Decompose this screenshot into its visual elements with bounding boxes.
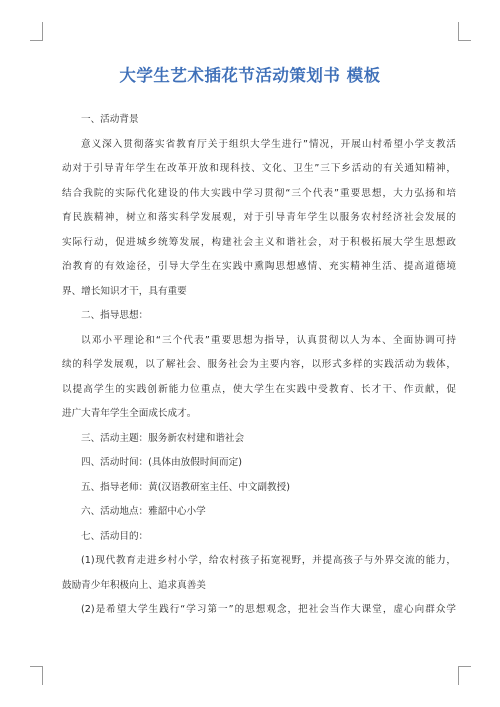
section-heading: 六、活动地点：雅韶中心小学 — [81, 506, 206, 517]
section-heading: 一、活动背景 — [81, 114, 139, 125]
paragraph-line: (1)现代教育走进乡村小学，给农村孩子拓宽视野，并提高孩子与外界交流的能力， — [81, 555, 456, 566]
paragraph-line: 进广大青年学生全面成长成才。 — [62, 408, 197, 419]
document-body — [62, 108, 456, 623]
section-heading: 三、活动主题：服务新农村建和谐社会 — [81, 432, 245, 444]
paragraph-line: 结合我院的实际代化建设的伟大实践中学习贯彻“三个代表”重要思想，大力弘扬和培 — [62, 187, 456, 199]
crop-mark-bottom-right — [458, 666, 471, 685]
paragraph-line: 育民族精神，树立和落实科学发展观，对于引导青年学生以服务农村经济社会发展的 — [62, 212, 456, 223]
paragraph-line: 治教育的有效途径，引导大学生在实践中熏陶思想感情、充实精神生活、提高道德境 — [62, 261, 456, 272]
crop-mark-bottom-left — [30, 666, 43, 685]
section-heading: 五、指导老师：黄(汉语教研室主任、中文副教授) — [81, 481, 290, 493]
paragraph-line: 鼓励青少年积极向上、追求真善美 — [62, 579, 206, 591]
section-heading: 二、指导思想： — [81, 310, 149, 321]
paragraph-line: 动对于引导青年学生在改革开放和现科技、文化、卫生”三下乡活动的有关通知精神， — [62, 163, 456, 174]
section-heading: 七、活动目的： — [81, 530, 149, 542]
document-title: 大学生艺术插花节活动策划书 模板 — [119, 66, 381, 85]
paragraph-line: 界、增长知识才干，具有重要 — [62, 285, 187, 297]
paragraph-line: 以邓小平理论和“三个代表”重要思想为指导，认真贯彻以人为本、全面协调可持 — [81, 334, 456, 346]
paragraph-line: 续的科学发展观，以了解社会、服务社会为主要内容，以形式多样的实践活动为载体， — [62, 359, 456, 370]
crop-mark-top-right — [458, 22, 471, 41]
paragraph-line: 意义深入贯彻落实省教育厅关于组织大学生进行”情况，开展山村希望小学支教活 — [81, 138, 456, 150]
paragraph-line: 实际行动，促进城乡统筹发展，构建社会主义和谐社会，对于积极拓展大学生思想政 — [62, 236, 456, 248]
crop-mark-top-left — [30, 22, 43, 41]
paragraph-line: 以提高学生的实践创新能力位重点，使大学生在实践中受教育、长才干、作贡献，促 — [62, 383, 456, 395]
paragraph-line: (2)是希望大学生践行“学习第一”的思想观念，把社会当作大课堂，虚心向群众学 — [81, 604, 456, 615]
section-heading: 四、活动时间：(具体由放假时间而定) — [81, 457, 242, 468]
